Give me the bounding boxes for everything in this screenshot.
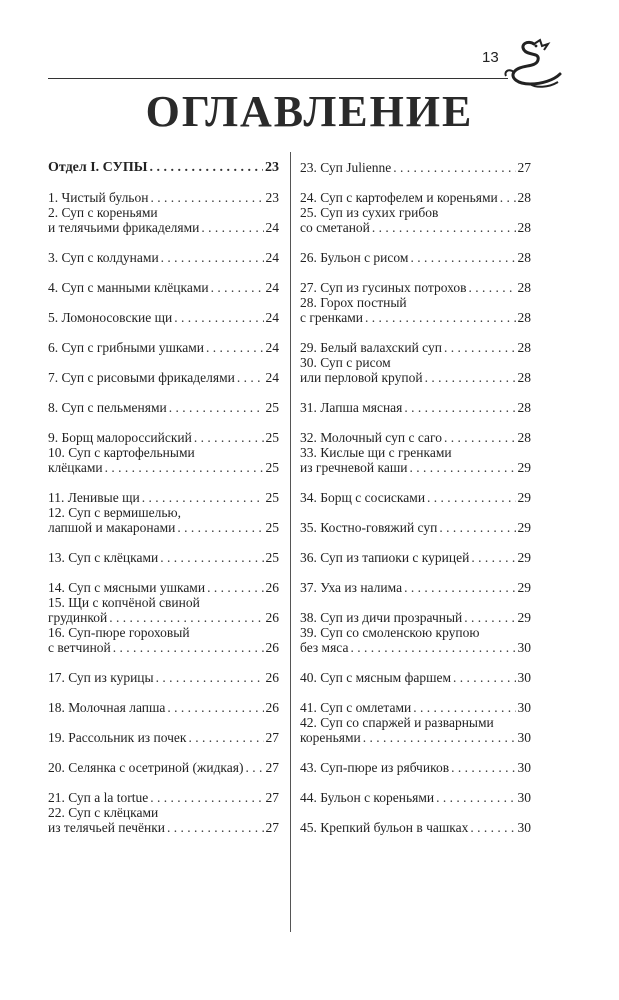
toc-entry-title: 8. Суп с пельменями — [48, 400, 167, 415]
page-title: ОГЛАВЛЕНИЕ — [145, 87, 474, 136]
dot-leader — [156, 670, 264, 685]
toc-entry-title: 16. Суп-пюре гороховый — [48, 625, 190, 640]
toc-entry-title: 37. Уха из налима — [300, 580, 403, 595]
dot-leader — [453, 670, 515, 685]
dot-leader — [404, 580, 515, 595]
toc-entry-title: 5. Ломоносовские щи — [48, 310, 173, 325]
toc-entry-title: лапшой и макаронами — [48, 520, 176, 535]
toc-entry-page: 25 — [265, 400, 279, 415]
toc-entry-page: 28 — [517, 310, 531, 325]
dot-leader — [444, 430, 516, 445]
toc-entry[interactable] — [300, 715, 531, 745]
toc-entry-page: 24 — [265, 370, 279, 385]
toc-entry-title: 1. Чистый бульон — [48, 190, 149, 205]
toc-entry[interactable] — [48, 595, 279, 625]
toc-entry-page: 29 — [517, 610, 531, 625]
toc-entry-page: 29 — [517, 520, 531, 535]
toc-entry-page: 28 — [517, 340, 531, 355]
toc-entry-page: 29 — [517, 460, 531, 475]
toc-entry[interactable] — [300, 490, 531, 505]
dot-leader — [206, 340, 264, 355]
toc-entry[interactable] — [300, 520, 531, 535]
toc-entry-page: 23 — [265, 160, 279, 175]
toc-entry[interactable] — [300, 820, 531, 835]
dot-leader — [404, 400, 515, 415]
toc-entry-page: 26 — [265, 670, 279, 685]
toc-entry-title: 2. Суп с кореньями — [48, 205, 158, 220]
dot-leader — [169, 400, 264, 415]
toc-entry[interactable] — [300, 445, 531, 475]
toc-entry-title: 25. Суп из сухих грибов — [300, 205, 439, 220]
dot-leader — [237, 370, 264, 385]
dot-leader — [372, 220, 516, 235]
toc-entry[interactable] — [300, 355, 531, 385]
toc-entry-title: 29. Белый валахский суп — [300, 340, 442, 355]
toc-entry-title: кореньями — [300, 730, 361, 745]
toc-entry-page: 27 — [265, 820, 279, 835]
toc-entry[interactable] — [48, 550, 279, 565]
toc-entry-title: 7. Суп с рисовыми фрикаделями — [48, 370, 235, 385]
toc-entry[interactable] — [300, 580, 531, 595]
dot-leader — [150, 160, 263, 175]
toc-entry-page: 26 — [265, 610, 279, 625]
dot-leader — [451, 760, 515, 775]
dot-leader — [105, 460, 264, 475]
column-divider — [290, 152, 291, 932]
toc-entry-title: 33. Кислые щи с гренками — [300, 445, 452, 460]
dot-leader — [469, 280, 516, 295]
toc-entry-title: грудинкой — [48, 610, 108, 625]
toc-entry[interactable] — [300, 760, 531, 775]
toc-entry-page: 25 — [265, 460, 279, 475]
dot-leader — [350, 640, 515, 655]
toc-entry-title: 18. Молочная лапша — [48, 700, 166, 715]
dot-leader — [150, 790, 263, 805]
toc-entry[interactable] — [48, 670, 279, 685]
toc-entry[interactable] — [300, 340, 531, 355]
toc-entry-title: 9. Борщ малороссийский — [48, 430, 192, 445]
dot-leader — [427, 490, 515, 505]
dot-leader — [211, 280, 264, 295]
dot-leader — [246, 760, 264, 775]
toc-entry-title: клёцками — [48, 460, 103, 475]
toc-entry-title: с ветчиной — [48, 640, 111, 655]
toc-entry[interactable] — [48, 250, 279, 265]
dot-leader — [471, 550, 515, 565]
toc-entry-title: 36. Суп из тапиоки с курицей — [300, 550, 470, 565]
toc-entry-title: с гренками — [300, 310, 363, 325]
toc-entry-title: 23. Суп Julienne — [300, 160, 392, 175]
toc-entry-page: 24 — [265, 310, 279, 325]
toc-entry-title: 22. Суп с клёцками — [48, 805, 159, 820]
toc-entry-title: 32. Молочный суп с саго — [300, 430, 442, 445]
dot-leader — [160, 550, 263, 565]
toc-entry[interactable] — [48, 625, 279, 655]
toc-entry-title: 6. Суп с грибными ушками — [48, 340, 204, 355]
dot-leader — [439, 520, 515, 535]
toc-entry-title: 13. Суп с клёцками — [48, 550, 159, 565]
toc-entry[interactable] — [48, 490, 279, 505]
toc-entry[interactable] — [300, 430, 531, 445]
toc-entry-title: 26. Бульон с рисом — [300, 250, 409, 265]
dot-leader — [150, 190, 263, 205]
toc-entry-page: 25 — [265, 550, 279, 565]
toc-entry-title: 30. Суп с рисом — [300, 355, 391, 370]
toc-entry-title: 41. Суп с омлетами — [300, 700, 412, 715]
toc-entry[interactable] — [300, 160, 531, 175]
page-number: 13 — [482, 49, 499, 66]
toc-entry-page: 28 — [517, 400, 531, 415]
toc-entry-title: 20. Селянка с осетриной (жидкая) — [48, 760, 244, 775]
dot-leader — [413, 700, 515, 715]
toc-entry-page: 24 — [265, 340, 279, 355]
dot-leader — [167, 820, 264, 835]
dot-leader — [177, 520, 263, 535]
toc-entry-page: 30 — [517, 700, 531, 715]
toc-entry[interactable] — [48, 700, 279, 715]
toc-entry-page: 25 — [265, 520, 279, 535]
header-rule — [48, 78, 508, 79]
toc-entry-page: 30 — [517, 760, 531, 775]
toc-entry[interactable] — [300, 700, 531, 715]
toc-entry-title: 38. Суп из дичи прозрачный — [300, 610, 463, 625]
dot-leader — [444, 340, 516, 355]
toc-entry[interactable] — [48, 790, 279, 805]
toc-entry-page: 27 — [265, 760, 279, 775]
toc-entry-title: со сметаной — [300, 220, 370, 235]
toc-entry-title: или перловой крупой — [300, 370, 423, 385]
toc-entry-title: 19. Рассольник из почек — [48, 730, 187, 745]
toc-entry-page: 25 — [265, 490, 279, 505]
dot-leader — [161, 250, 264, 265]
toc-entry[interactable] — [300, 625, 531, 655]
toc-entry-page: 28 — [517, 250, 531, 265]
dot-leader — [174, 310, 263, 325]
toc-entry-title: 21. Суп a la tortue — [48, 790, 149, 805]
toc-entry-page: 30 — [517, 820, 531, 835]
toc-entry-page: 28 — [517, 190, 531, 205]
dot-leader — [409, 460, 515, 475]
toc-entry-title: без мяса — [300, 640, 349, 655]
toc-entry[interactable] — [48, 445, 279, 475]
toc-entry-page: 27 — [265, 790, 279, 805]
toc-entry-title: 3. Суп с колдунами — [48, 250, 159, 265]
toc-entry-page: 24 — [265, 250, 279, 265]
toc-entry-page: 28 — [517, 280, 531, 295]
toc-entry[interactable] — [48, 205, 279, 235]
toc-entry-page: 29 — [517, 490, 531, 505]
dot-leader — [425, 370, 516, 385]
dragon-ornament-icon — [500, 38, 564, 90]
toc-entry-page: 26 — [265, 580, 279, 595]
toc-entry[interactable] — [300, 205, 531, 235]
toc-entry[interactable] — [48, 400, 279, 415]
dot-leader — [363, 730, 516, 745]
toc-entry[interactable] — [300, 670, 531, 685]
dot-leader — [410, 250, 515, 265]
dot-leader — [464, 610, 515, 625]
toc-entry[interactable] — [300, 790, 531, 805]
toc-entry-page: 29 — [517, 550, 531, 565]
toc-entry-page: 28 — [517, 220, 531, 235]
toc-entry[interactable] — [48, 190, 279, 205]
toc-entry-title: 34. Борщ с сосисками — [300, 490, 426, 505]
toc-entry-title: 4. Суп с манными клёцками — [48, 280, 209, 295]
dot-leader — [109, 610, 263, 625]
dot-leader — [393, 160, 515, 175]
toc-entry-title: 39. Суп со смоленскою крупою — [300, 625, 480, 640]
toc-entry-title: 12. Суп с вермишелью, — [48, 505, 181, 520]
toc-entry-page: 26 — [265, 700, 279, 715]
toc-entry-title: 10. Суп с картофельными — [48, 445, 195, 460]
toc-entry[interactable] — [48, 310, 279, 325]
toc-entry[interactable] — [300, 610, 531, 625]
toc-entry-title: 15. Щи с копчёной свиной — [48, 595, 200, 610]
toc-entry-page: 24 — [265, 220, 279, 235]
toc-entry-title: 44. Бульон с кореньями — [300, 790, 435, 805]
toc-entry[interactable] — [48, 340, 279, 355]
toc-entry-title: из телячьей печёнки — [48, 820, 165, 835]
toc-entry-page: 28 — [517, 370, 531, 385]
toc-entry-title: 14. Суп с мясными ушками — [48, 580, 206, 595]
toc-entry-title: из гречневой каши — [300, 460, 408, 475]
section-heading[interactable] — [48, 160, 279, 175]
toc-entry-page: 28 — [517, 430, 531, 445]
toc-entry[interactable] — [300, 190, 531, 205]
dot-leader — [142, 490, 264, 505]
toc-entry-page: 30 — [517, 730, 531, 745]
toc-entry[interactable] — [48, 805, 279, 835]
toc-entry-page: 30 — [517, 670, 531, 685]
toc-entry-title: 31. Лапша мясная — [300, 400, 403, 415]
toc-entry[interactable] — [300, 250, 531, 265]
toc-entry[interactable] — [48, 580, 279, 595]
toc-entry-title: 42. Суп со спаржей и разварными — [300, 715, 494, 730]
toc-entry-title: 45. Крепкий бульон в чашках — [300, 820, 469, 835]
toc-entry[interactable] — [48, 760, 279, 775]
toc-entry[interactable] — [300, 550, 531, 565]
toc-entry-page: 30 — [517, 640, 531, 655]
toc-entry-title: 27. Суп из гусиных потрохов — [300, 280, 467, 295]
dot-leader — [188, 730, 263, 745]
toc-entry-title: 43. Суп-пюре из рябчиков — [300, 760, 450, 775]
toc-entry-page: 29 — [517, 580, 531, 595]
toc-entry-page: 27 — [517, 160, 531, 175]
toc-entry-title: 28. Горох постный — [300, 295, 407, 310]
toc-entry-page: 25 — [265, 430, 279, 445]
dot-leader — [470, 820, 515, 835]
toc-entry[interactable] — [48, 280, 279, 295]
dot-leader — [113, 640, 264, 655]
toc-entry[interactable] — [300, 400, 531, 415]
toc-entry-page: 30 — [517, 790, 531, 805]
toc-entry[interactable] — [48, 430, 279, 445]
toc-entry-page: 27 — [265, 730, 279, 745]
dot-leader — [201, 220, 263, 235]
toc-entry[interactable] — [48, 730, 279, 745]
toc-entry[interactable] — [300, 280, 531, 295]
toc-entry-title: и телячьими фрикаделями — [48, 220, 200, 235]
toc-entry-page: 26 — [265, 640, 279, 655]
toc-entry-title: 40. Суп с мясным фаршем — [300, 670, 452, 685]
dot-leader — [167, 700, 263, 715]
toc-entry-title: 11. Ленивые щи — [48, 490, 140, 505]
dot-leader — [500, 190, 516, 205]
dot-leader — [207, 580, 263, 595]
toc-entry[interactable] — [48, 370, 279, 385]
toc-entry-title: Отдел I. СУПЫ — [48, 160, 148, 175]
toc-entry-page: 24 — [265, 280, 279, 295]
toc-entry-title: 24. Суп с картофелем и кореньями — [300, 190, 498, 205]
toc-entry[interactable] — [300, 295, 531, 325]
toc-entry-title: 35. Костно-говяжий суп — [300, 520, 438, 535]
toc-entry-page: 23 — [265, 190, 279, 205]
dot-leader — [194, 430, 264, 445]
dot-leader — [365, 310, 516, 325]
toc-entry-title: 17. Суп из курицы — [48, 670, 154, 685]
dot-leader — [436, 790, 515, 805]
toc-entry[interactable] — [48, 505, 279, 535]
